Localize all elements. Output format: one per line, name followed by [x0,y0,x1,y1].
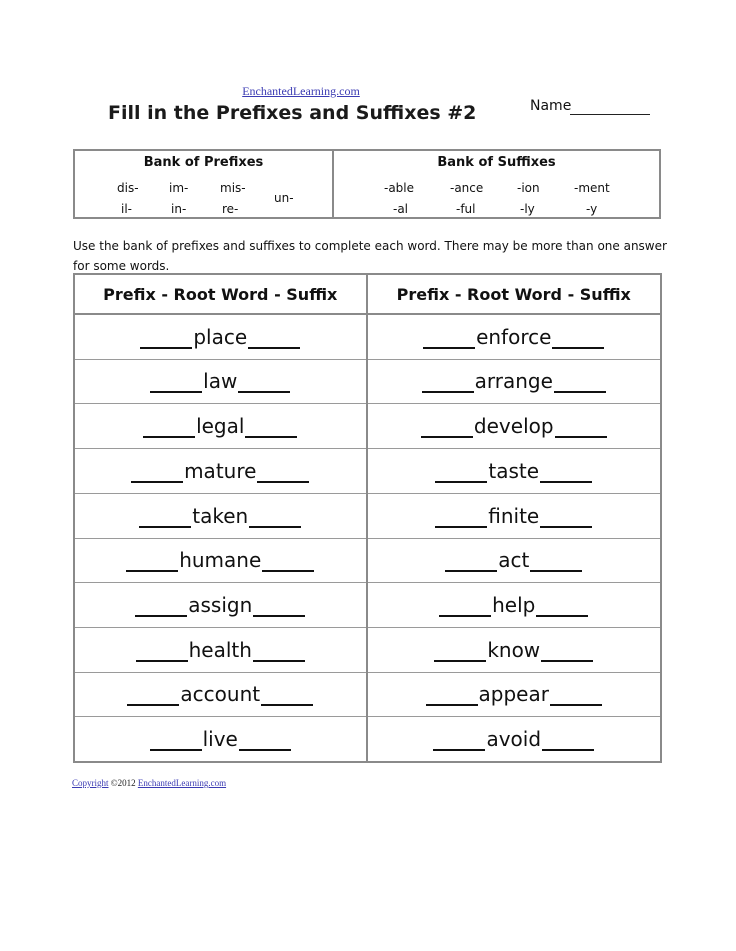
word-cell [368,404,661,449]
word-cell [75,583,366,628]
root-word: develop [473,414,554,439]
word-cell [368,673,661,718]
prefix-blank[interactable] [140,345,192,349]
root-word: place [193,324,248,349]
suffix-blank[interactable] [262,568,314,572]
left-column-header: Prefix - Root Word - Suffix [75,275,366,315]
prefix-blank[interactable] [127,702,179,706]
root-word: mature [184,458,257,483]
word-cell [368,449,661,494]
suffix-blank[interactable] [540,479,592,483]
suffix-blank[interactable] [253,613,305,617]
word-cell [368,539,661,584]
footer-site-link[interactable]: EnchantedLearning.com [137,778,227,788]
site-link[interactable]: EnchantedLearning.com [242,84,360,98]
root-word: act [498,548,530,573]
root-word: appear [478,682,549,707]
suffix-blank[interactable] [253,658,305,662]
suffix-blank[interactable] [541,658,593,662]
root-word: account [180,682,261,707]
word-cell [75,449,366,494]
root-word: finite [488,503,540,528]
suffix-item: -ion [517,181,540,195]
word-cell [75,494,366,539]
word-cell [368,583,661,628]
word-bank-box [73,149,661,219]
root-word: avoid [486,727,542,752]
root-word: law [203,369,238,394]
root-word: help [492,592,536,617]
prefix-blank[interactable] [434,658,486,662]
root-word: assign [188,592,253,617]
word-cell [75,673,366,718]
word-cell [75,717,366,761]
prefix-blank[interactable] [423,345,475,349]
prefix-item: mis- [220,181,246,195]
copyright-link[interactable]: Copyright [72,778,109,788]
prefix-blank[interactable] [136,658,188,662]
suffix-blank[interactable] [554,389,606,393]
prefix-item: un- [274,191,294,205]
word-cell [75,315,366,360]
name-blank-line [570,114,650,115]
prefix-bank [75,151,334,217]
suffix-blank[interactable] [550,702,602,706]
prefix-bank-heading: Bank of Prefixes [143,155,264,170]
suffix-blank[interactable] [536,613,588,617]
suffix-blank[interactable] [555,434,607,438]
suffix-blank[interactable] [249,524,301,528]
prefix-blank[interactable] [126,568,178,572]
suffix-blank[interactable] [248,345,300,349]
root-word: humane [179,548,262,573]
word-cell [75,539,366,584]
prefix-blank[interactable] [439,613,491,617]
root-word: legal [196,414,245,439]
word-cell [75,404,366,449]
right-word-column [368,275,661,761]
root-word: arrange [474,369,553,394]
prefix-blank[interactable] [135,613,187,617]
suffix-item: -ment [574,181,610,195]
prefix-blank[interactable] [131,479,183,483]
suffix-item: -ance [450,181,484,195]
prefix-item: in- [171,202,187,216]
suffix-bank [334,151,659,217]
word-cell [75,628,366,673]
suffix-item: -ly [520,202,535,216]
right-column-header: Prefix - Root Word - Suffix [368,275,661,315]
prefix-blank[interactable] [150,747,202,751]
word-cell [368,494,661,539]
left-word-column [75,275,368,761]
prefix-blank[interactable] [139,524,191,528]
prefix-item: im- [169,181,189,195]
suffix-item: -y [586,202,598,216]
page-title: Fill in the Prefixes and Suffixes #2 [108,102,477,124]
word-cell [368,717,661,761]
footer [72,778,226,788]
suffix-item: -able [384,181,415,195]
instructions-text: Use the bank of prefixes and suffixes to complete each word. There may be more than one answer for some words. [73,239,667,273]
prefix-blank[interactable] [433,747,485,751]
prefix-blank[interactable] [445,568,497,572]
word-cell [368,315,661,360]
prefix-blank[interactable] [426,702,478,706]
word-cell [368,628,661,673]
root-word: enforce [476,324,552,349]
suffix-blank[interactable] [540,524,592,528]
root-word: know [487,637,541,662]
name-label: Name [530,98,572,114]
suffix-blank[interactable] [530,568,582,572]
prefix-blank[interactable] [422,389,474,393]
suffix-item: -ful [456,202,476,216]
root-word: taken [192,503,249,528]
suffix-blank[interactable] [542,747,594,751]
prefix-blank[interactable] [435,524,487,528]
word-cell [75,360,366,405]
prefix-blank[interactable] [143,434,195,438]
suffix-blank[interactable] [261,702,313,706]
root-word: taste [488,458,540,483]
suffix-blank[interactable] [552,345,604,349]
prefix-item: il- [121,202,132,216]
suffix-blank[interactable] [245,434,297,438]
root-word: health [188,637,252,662]
root-word: live [202,727,238,752]
suffix-blank[interactable] [238,389,290,393]
prefix-blank[interactable] [150,389,202,393]
prefix-blank[interactable] [421,434,473,438]
suffix-blank[interactable] [239,747,291,751]
copyright-year: ©2012 [110,778,136,788]
prefix-item: dis- [117,181,139,195]
prefix-blank[interactable] [435,479,487,483]
word-table [73,273,662,763]
suffix-item: -al [393,202,409,216]
word-cell [368,360,661,405]
suffix-blank[interactable] [257,479,309,483]
prefix-item: re- [222,202,239,216]
suffix-bank-heading: Bank of Suffixes [437,155,556,170]
